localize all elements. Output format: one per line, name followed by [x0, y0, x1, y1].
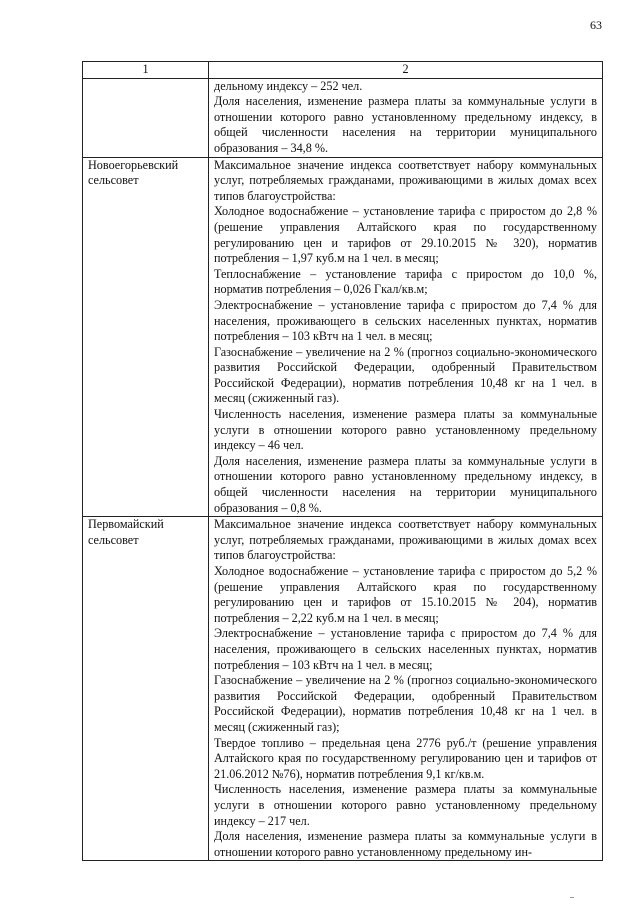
- description-cell: [209, 517, 603, 861]
- description-cell: [209, 157, 603, 517]
- paragraph: Холодное водоснабжение – установление тарифа с приростом до 2,8 % (решение управления Алтайского края по государственному регулированию цен и тарифов от 29.10.2015 № 320), норматив потребления – 1,97 куб.м на 1 чел. в месяц;: [214, 204, 597, 266]
- document-table: [82, 61, 603, 861]
- description-cell: [209, 78, 603, 157]
- paragraph: Газоснабжение – увеличение на 2 % (прогноз социально-экономического развития Российской Федерации, одобренный Правительством Российской Федерации), норматив потребления 10,48 кг на 1 чел. в месяц (сжиженный газ);: [214, 673, 597, 734]
- settlement-name-cell: [83, 78, 209, 157]
- settlement-name-cell: Новоегорьевский сельсовет: [83, 157, 209, 517]
- table-header-row: [83, 62, 603, 79]
- settlement-name-cell: Первомайский сельсовет: [83, 517, 209, 861]
- table-row: [83, 517, 603, 861]
- scan-speck: [570, 897, 574, 898]
- header-cell-2: 2: [209, 62, 603, 79]
- paragraph: Численность населения, изменение размера платы за коммунальные услуги в отношении которого равно установленному предельному индексу – 217 чел.: [214, 782, 597, 828]
- paragraph: Доля населения, изменение размера платы за коммунальные услуги в отношении которого равно установленному предельному ин-: [214, 829, 597, 859]
- paragraph: Максимальное значение индекса соответствует набору коммунальных услуг, потребляемых гражданами, проживающими в жилых домах всех типов благоустройства:: [214, 517, 597, 563]
- page-number: 63: [590, 18, 602, 32]
- paragraph: Максимальное значение индекса соответствует набору коммунальных услуг, потребляемых гражданами, проживающими в жилых домах всех типов благоустройства:: [214, 157, 597, 203]
- paragraph: Газоснабжение – увеличение на 2 % (прогноз социально-экономического развития Российской Федерации, одобренный Правительством Российской Федерации), норматив потребления 10,48 кг на 1 чел. в месяц (сжиженный газ).: [214, 344, 597, 406]
- paragraph: Доля населения, изменение размера платы за коммунальные услуги в отношении которого равно установленному предельному индексу, в общей численности населения на территории муниципального образования – 34,8 %.: [214, 94, 597, 155]
- paragraph: Электроснабжение – установление тарифа с приростом до 7,4 % для населения, проживающего в сельских населенных пунктах, норматив потребления – 103 кВтч на 1 чел. в месяц;: [214, 297, 597, 344]
- paragraph: Численность населения, изменение размера платы за коммунальные услуги в отношении которого равно установленному предельному индексу – 46 чел.: [214, 407, 597, 453]
- paragraph: Твердое топливо – предельная цена 2776 руб./т (решение управления Алтайского края по государственному регулированию цен и тарифов от 21.06.2012 №76), норматив потребления 9,1 кг/кв.м.: [214, 735, 597, 781]
- paragraph: Теплоснабжение – установление тарифа с приростом до 10,0 %, норматив потребления – 0,026 Гкал/кв.м;: [214, 266, 597, 297]
- paragraph: Электроснабжение – установление тарифа с приростом до 7,4 % для населения, проживающего в сельских населенных пунктах, норматив потребления – 103 кВтч на 1 чел. в месяц;: [214, 626, 597, 672]
- paragraph: Холодное водоснабжение – установление тарифа с приростом до 5,2 % (решение управления Алтайского края по государственному регулированию цен и тарифов от 15.10.2015 № 204), норматив потребления – 2,22 куб.м на 1 чел. в месяц;: [214, 564, 597, 625]
- table-row: [83, 78, 603, 157]
- paragraph: Доля населения, изменение размера платы за коммунальные услуги в отношении которого равно установленному предельному индексу, в общей численности населения на территории муниципального образования – 0,8 %.: [214, 453, 597, 515]
- paragraph: дельному индексу – 252 чел.: [214, 78, 363, 93]
- table-row: [83, 157, 603, 517]
- header-cell-1: 1: [83, 62, 209, 79]
